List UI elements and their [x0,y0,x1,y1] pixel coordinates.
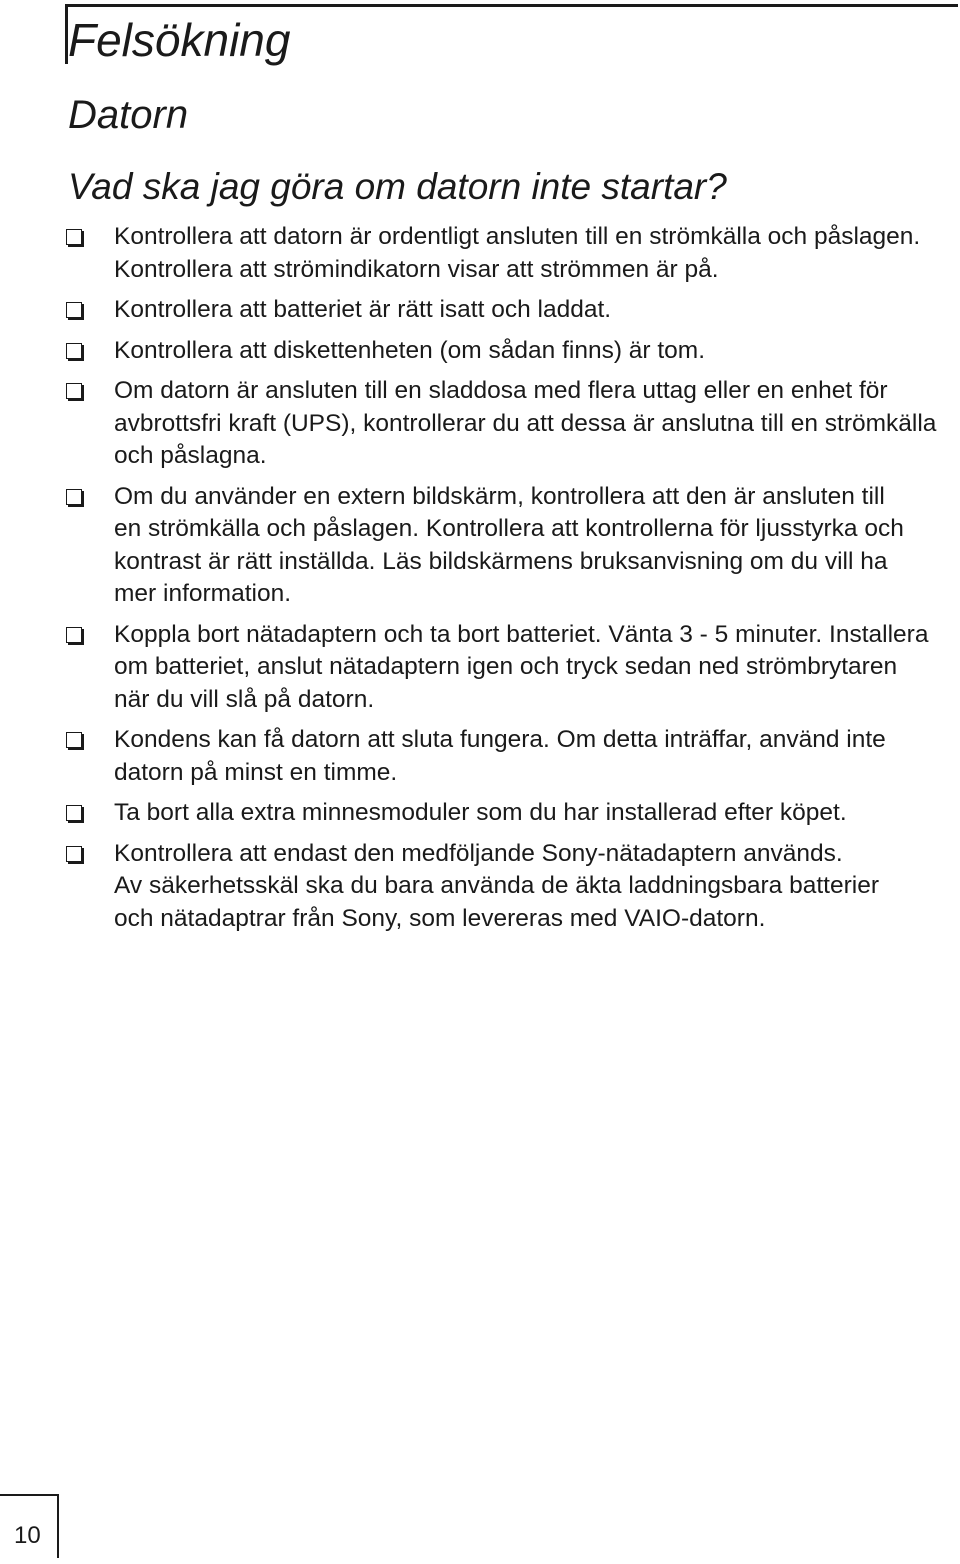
checklist-item [66,335,956,368]
item-text-line: mer information. [114,580,292,607]
item-text-line: Kontrollera att endast den medföljande Sony-nätadaptern används. [114,839,843,867]
page-number: 10 [14,1522,41,1549]
item-text-line: när du vill slå på datorn. [114,685,375,713]
checklist-item [66,797,956,830]
item-text-line: kontrast är rätt inställda. Läs bildskärmens bruksanvisning om du vill ha [114,547,888,575]
troubleshooting-checklist [66,221,956,943]
checklist-item [66,294,956,327]
item-text-line: Kontrollera att strömindikatorn visar att strömmen är på. [114,255,719,283]
checkbox-icon [66,627,82,643]
item-text-line: Om du använder en extern bildskärm, kontrollera att den är ansluten till [114,482,885,510]
footer-divider [57,1494,59,1558]
item-text-line: en strömkälla och påslagen. Kontrollera att kontrollerna för ljusstyrka och [114,515,904,542]
checkbox-icon [66,302,82,318]
footer-rule [0,1494,58,1496]
checklist-item [66,619,956,717]
checkbox-icon [66,732,82,748]
item-text-line: Om datorn är ansluten till en sladdosa med flera uttag eller en enhet för [114,377,888,404]
item-text-line: Kontrollera att datorn är ordentligt ansluten till en strömkälla och påslagen. [114,223,921,250]
checkbox-icon [66,343,82,359]
checkbox-icon [66,805,82,821]
question-heading: Vad ska jag göra om datorn inte startar? [68,166,727,207]
item-text-line: Kontrollera att batteriet är rätt isatt och laddat. [114,296,612,323]
item-text-line: Kondens kan få datorn att sluta fungera. Om detta inträffar, använd inte [114,726,886,753]
item-text-line: och nätadaptrar från Sony, som levereras med VAIO-datorn. [114,904,766,932]
item-text-line: om batteriet, anslut nätadaptern igen och tryck sedan ned strömbrytaren [114,653,898,680]
item-text-line: Av säkerhetsskäl ska du bara använda de äkta laddningsbara batterier [114,872,879,899]
checkbox-icon [66,383,82,399]
checklist-item [66,221,956,286]
item-text-line: Koppla bort nätadaptern och ta bort batteriet. Vänta 3 - 5 minuter. Installera [114,620,929,648]
page-title: Felsökning [68,14,291,66]
checklist-item [66,375,956,473]
checkbox-icon [66,489,82,505]
section-heading: Datorn [68,93,189,137]
checkbox-icon [66,229,82,245]
item-text-line: Ta bort alla extra minnesmoduler som du har installerad efter köpet. [114,799,847,826]
checklist-item [66,838,956,936]
item-text-line: och påslagna. [114,442,267,469]
item-text-line: Kontrollera att diskettenheten (om sådan finns) är tom. [114,336,706,364]
checklist-item [66,724,956,789]
checkbox-icon [66,846,82,862]
checklist-item [66,481,956,611]
top-rule [65,4,958,7]
item-text-line: avbrottsfri kraft (UPS), kontrollerar du att dessa är anslutna till en strömkälla [114,409,937,437]
item-text-line: datorn på minst en timme. [114,758,398,786]
